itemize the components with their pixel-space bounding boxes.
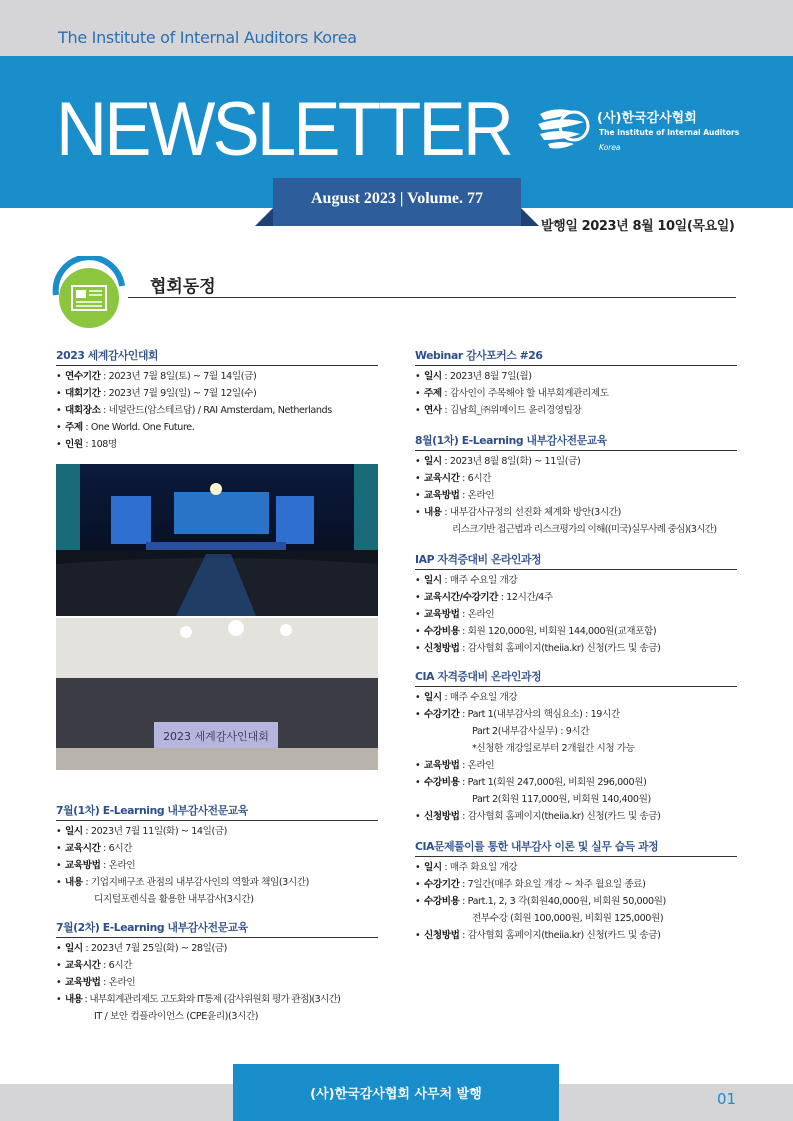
congress-row: • 연수기간 : 2023년 7월 8일(토) ~ 7월 14일(금)	[56, 371, 257, 382]
aug1-cont: 리스크기반 접근법과 리스크평가의 이해((미국)실무사례 중심)(3시간)	[452, 524, 717, 535]
cia-row: • 신청방법 : 감사협회 홈페이지(theiia.kr) 신청(카드 및 송금)	[415, 811, 661, 822]
cia-cont: *신청한 개강일로부터 2개월간 시청 가능	[472, 743, 635, 754]
footer-publisher: (사)한국감사협회 사무처 발행	[310, 1087, 482, 1102]
publish-date: 발행일 2023년 8월 10일(목요일)	[541, 219, 735, 234]
congress-title: 2023 세계감사인대회	[56, 347, 378, 366]
jul2-row: • 일시 : 2023년 7월 25일(화) ~ 28일(금)	[56, 943, 228, 954]
section-divider	[128, 297, 736, 298]
logo-english-name: The Institute of Internal Auditors	[599, 128, 740, 137]
webinar-title: Webinar 감사포커스 #26	[415, 347, 737, 366]
jul2-row: • 내용 : 내부회계관리제도 고도화와 IT통제 (감사위원회 평가 관점)(3시간)	[56, 994, 341, 1005]
ciaq-block	[415, 838, 737, 944]
ciaq-row: • 수강비용 : Part.1, 2, 3 각(회원40,000원, 비회원 50,000원)	[415, 896, 666, 907]
webinar-row: • 주제 : 감사인이 주목해야 할 내부회계관리제도	[415, 388, 609, 399]
aug1-block	[415, 432, 737, 538]
ciaq-cont: 전부수강 (회원 100,000원, 비회원 125,000원)	[472, 913, 664, 924]
webinar-block	[415, 347, 737, 419]
jul1-row: • 교육시간 : 6시간	[56, 843, 133, 854]
aug1-row: • 교육시간 : 6시간	[415, 473, 492, 484]
iap-block	[415, 551, 737, 657]
iap-row: • 교육방법 : 온라인	[415, 609, 495, 620]
jul1-cont: 디지털포렌식을 활용한 내부감사(3시간)	[94, 894, 254, 905]
issue-box	[273, 178, 521, 226]
aug1-row: • 일시 : 2023년 8월 8일(화) ~ 11일(금)	[415, 456, 581, 467]
jul2-row: • 교육방법 : 온라인	[56, 977, 136, 988]
ciaq-row: • 수강기간 : 7일간(매주 화요일 개강 ~ 차주 월요일 종료)	[415, 879, 646, 890]
jul2-block	[56, 919, 378, 1025]
iia-logo-icon	[536, 104, 592, 152]
cia-row: • 수강기간 : Part 1(내부감사의 핵심요소) : 19시간	[415, 709, 620, 720]
jul1-row: • 일시 : 2023년 7월 11일(화) ~ 14일(금)	[56, 826, 228, 837]
section-title: 협회동정	[150, 277, 216, 297]
issue-fold-right	[521, 208, 539, 226]
cia-block	[415, 668, 737, 825]
cia-title: CIA 자격증대비 온라인과정	[415, 668, 737, 687]
newspaper-icon	[50, 256, 128, 334]
logo-korean-name: (사)한국감사협회	[597, 111, 697, 126]
aug1-title: 8월(1차) E-Learning 내부감사전문교육	[415, 432, 737, 451]
conference-hall-photo	[56, 464, 378, 616]
jul2-row: • 교육시간 : 6시간	[56, 960, 133, 971]
org-name: The Institute of Internal Auditors Korea	[58, 28, 357, 47]
congress-row: • 주제 : One World. One Future.	[56, 422, 195, 433]
iap-row: • 일시 : 매주 수요일 개강	[415, 575, 518, 586]
issue-label: August 2023 | Volume. 77	[311, 190, 483, 207]
webinar-row: • 일시 : 2023년 8월 7일(월)	[415, 371, 532, 382]
iap-row: • 교육시간/수강기간 : 12시간/4주	[415, 592, 553, 603]
newsletter-title: NEWSLETTER	[56, 87, 512, 172]
cia-row: • 일시 : 매주 수요일 개강	[415, 692, 518, 703]
jul1-row: • 교육방법 : 온라인	[56, 860, 136, 871]
congress-block	[56, 347, 378, 453]
jul2-cont: IT / 보안 컴플라이언스 (CPE윤리)(3시간)	[94, 1011, 259, 1022]
congress-row: • 인원 : 108명	[56, 439, 117, 450]
jul2-title: 7월(2차) E-Learning 내부감사전문교육	[56, 919, 378, 938]
congress-row: • 대회기간 : 2023년 7월 9일(일) ~ 7월 12일(수)	[56, 388, 257, 399]
webinar-row: • 연사 : 김남희_㈜위메이드 윤리경영팀장	[415, 405, 582, 416]
page-number: 01	[717, 1090, 737, 1108]
group-photo	[56, 618, 378, 770]
ciaq-title: CIA문제풀이를 통한 내부감사 이론 및 실무 습득 과정	[415, 838, 737, 857]
cia-cont: Part 2(내부감사실무) : 9시간	[472, 726, 590, 737]
issue-fold-left	[255, 208, 273, 226]
jul1-row: • 내용 : 기업지배구조 관점의 내부감사인의 역할과 책임(3시간)	[56, 877, 309, 888]
group-banner-label: 2023 세계감사인대회	[163, 730, 269, 743]
jul1-block	[56, 802, 378, 908]
iap-row: • 수강비용 : 회원 120,000원, 비회원 144,000원(교재포함)	[415, 626, 657, 637]
iap-row: • 신청방법 : 감사협회 홈페이지(theiia.kr) 신청(카드 및 송금)	[415, 643, 661, 654]
cia-cont: Part 2(회원 117,000원, 비회원 140,400원)	[472, 794, 651, 805]
jul1-title: 7월(1차) E-Learning 내부감사전문교육	[56, 802, 378, 821]
ciaq-row: • 일시 : 매주 화요일 개강	[415, 862, 518, 873]
cia-row: • 교육방법 : 온라인	[415, 760, 495, 771]
ciaq-row: • 신청방법 : 감사협회 홈페이지(theiia.kr) 신청(카드 및 송금)	[415, 930, 661, 941]
congress-row: • 대회장소 : 네덜란드(암스테르담) / RAI Amsterdam, Netherlands	[56, 405, 332, 416]
aug1-row: • 교육방법 : 온라인	[415, 490, 495, 501]
cia-row: • 수강비용 : Part 1(회원 247,000원, 비회원 296,000원)	[415, 777, 647, 788]
iap-title: IAP 자격증대비 온라인과정	[415, 551, 737, 570]
footer-box	[233, 1064, 559, 1121]
aug1-row: • 내용 : 내부감사규정의 선진화 체계화 방안(3시간)	[415, 507, 621, 518]
logo-korea: Korea	[599, 143, 621, 152]
